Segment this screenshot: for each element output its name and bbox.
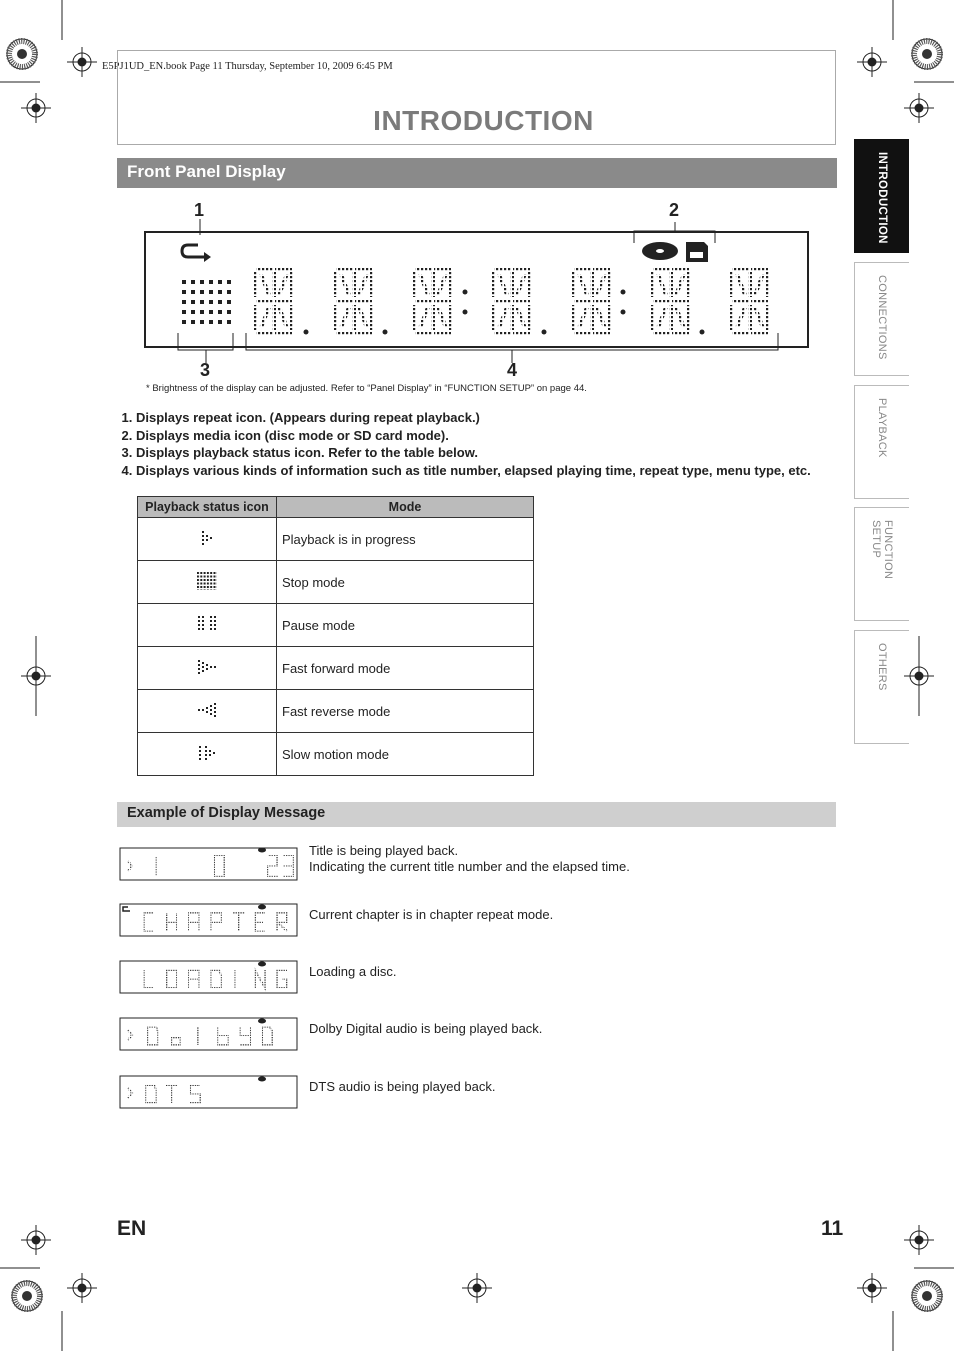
tab-label: FUNCTION SETUP	[870, 520, 894, 580]
fast-reverse-icon	[197, 702, 217, 718]
table-row	[138, 561, 534, 604]
mode-text: Fast reverse mode	[277, 690, 534, 733]
tab-label: PLAYBACK	[876, 398, 888, 458]
disc-icon	[642, 242, 678, 260]
mode-text: Slow motion mode	[277, 733, 534, 776]
description-item: 4. Displays various kinds of information such as title number, elapsed playing time, repeat type, menu type, etc.	[136, 462, 876, 480]
mode-text: Stop mode	[277, 561, 534, 604]
mode-text: Fast forward mode	[277, 647, 534, 690]
table-row	[138, 690, 534, 733]
page-number: 11	[821, 1217, 844, 1240]
language-label: EN	[117, 1217, 147, 1240]
description-item: 3. Displays playback status icon. Refer to the table below.	[136, 444, 876, 462]
tab-function-setup[interactable]	[854, 507, 909, 621]
tab-introduction[interactable]	[854, 139, 909, 253]
pause-icon	[197, 615, 217, 633]
footnote: * Brightness of the display can be adjusted. Refer to “Panel Display” in “FUNCTION SETUP” on page 44.	[146, 383, 587, 394]
table-header: Mode	[277, 497, 534, 518]
table-row	[138, 604, 534, 647]
example-text-line: Indicating the current title number and the elapsed time.	[309, 859, 630, 874]
callout-4: 4	[507, 360, 518, 380]
example-text: Loading a disc.	[309, 964, 397, 979]
table-header: Playback status icon	[138, 497, 277, 518]
example-text: DTS audio is being played back.	[309, 1079, 496, 1094]
callout-3: 3	[200, 360, 211, 380]
fast-forward-icon	[197, 659, 217, 675]
callout-2: 2	[669, 200, 680, 220]
description-item: 2. Displays media icon (disc mode or SD card mode).	[136, 427, 876, 445]
stop-icon	[197, 572, 217, 590]
example-section-title: Example of Display Message	[117, 802, 836, 827]
section-title: Front Panel Display	[117, 158, 837, 188]
tab-label: OTHERS	[876, 643, 888, 691]
example-text	[309, 843, 630, 875]
mode-text: Pause mode	[277, 604, 534, 647]
callout-1: 1	[194, 200, 205, 220]
page-title: INTRODUCTION	[373, 105, 594, 136]
example-text: Current chapter is in chapter repeat mode.	[309, 907, 554, 922]
example-text: Dolby Digital audio is being played back.	[309, 1021, 543, 1036]
description-list	[117, 409, 876, 479]
status-table	[137, 496, 534, 776]
tab-label: CONNECTIONS	[876, 275, 888, 360]
tab-connections[interactable]	[854, 262, 909, 376]
table-row	[138, 733, 534, 776]
disc-icon	[258, 848, 266, 853]
front-panel-diagram	[140, 215, 815, 365]
mode-text: Playback is in progress	[277, 518, 534, 561]
example-displays	[118, 845, 302, 1110]
table-row	[138, 518, 534, 561]
tab-label: INTRODUCTION	[876, 152, 888, 244]
play-icon	[200, 530, 214, 546]
example-text-line: Title is being played back.	[309, 843, 459, 858]
tab-others[interactable]	[854, 630, 909, 744]
book-info: E5PJ1UD_EN.book Page 11 Thursday, September 10, 2009 6:45 PM	[102, 61, 393, 72]
slow-motion-icon	[198, 745, 216, 761]
table-row	[138, 647, 534, 690]
sd-card-icon	[686, 242, 708, 262]
description-item: 1. Displays repeat icon. (Appears during repeat playback.)	[136, 409, 876, 427]
